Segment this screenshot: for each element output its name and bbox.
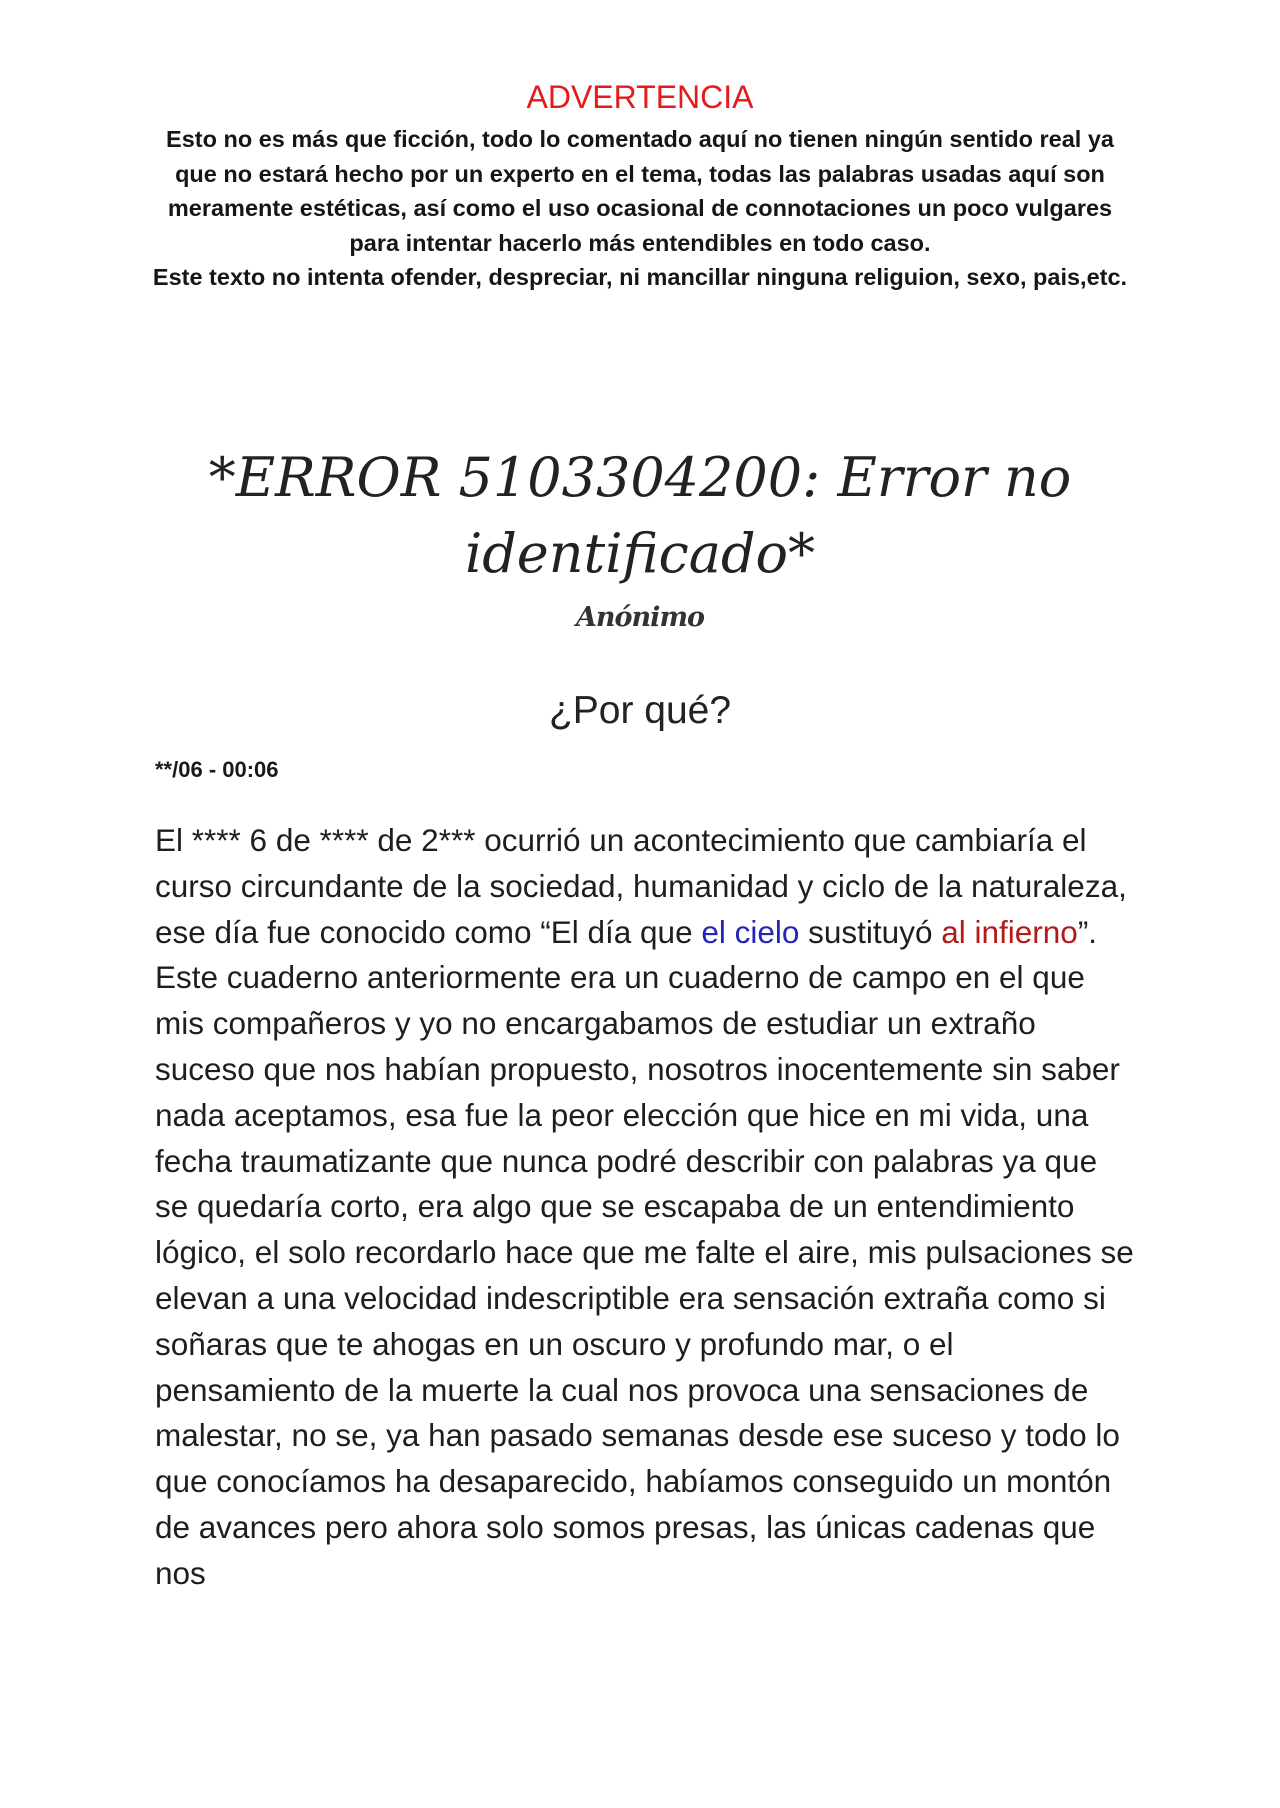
entry-timestamp: **/06 - 00:06 — [155, 757, 279, 782]
body-text-part-3: ”. Este cuaderno anteriormente era un cuaderno de campo en el que mis compañeros y yo no encargabamos de estudiar un extraño suceso que nos habían propuesto, nosotros inocentemente sin saber nada aceptamos, esa fue la peor elección que hice en mi vida, una fecha traumatizante que nunca podré describir con palabras ya que se quedaría corto, era algo que se escapaba de un entendimiento lógico, el solo recordarlo hace que me falte el aire, mis pulsaciones se elevan a una velocidad indescriptible era sensación extraña como si soñaras que te ahogas en un oscuro y profundo mar, o el pensamiento de la muerte la cual nos provoca una sensaciones de malestar, no se, ya han pasado semanas desde ese suceso y todo lo que conocíamos ha desaparecido, habíamos conseguido un montón de avances pero ahora solo somos presas, las únicas cadenas que nos — [155, 913, 1134, 1591]
warning-no-offense-text: Este texto no intenta ofender, despreciar, ni mancillar ninguna religuion, sexo, pais,etc. — [152, 264, 1128, 290]
warning-paragraph — [150, 122, 1130, 295]
body-paragraph — [155, 818, 1135, 1597]
body-text-part-1: El **** 6 de **** de 2*** ocurrió un acontecimiento que cambiaría el curso circundante de la sociedad, humanidad y ciclo de la naturaleza, ese día fue conocido como “El día que — [155, 822, 1127, 950]
document-title: *ERROR 5103304200: Error no identificado* — [208, 446, 1072, 585]
highlight-hell: al infierno — [941, 913, 1078, 950]
warning-notice — [150, 78, 1130, 295]
author-signature: Anónimo — [575, 602, 705, 633]
warning-disclaimer-text: Esto no es más que ficción, todo lo comentado aquí no tienen ningún sentido real ya que no estará hecho por un experto en el tema, todas las palabras usadas aquí son meramente estéticas, así como el uso ocasional de connotaciones un poco vulgares para intentar hacerlo más entendibles en todo caso. — [166, 126, 1114, 256]
highlight-heaven: el cielo — [701, 913, 800, 950]
chapter-title: ¿Por qué? — [548, 689, 732, 732]
warning-title: ADVERTENCIA — [526, 79, 754, 115]
body-text-part-2: sustituyó — [799, 913, 942, 950]
